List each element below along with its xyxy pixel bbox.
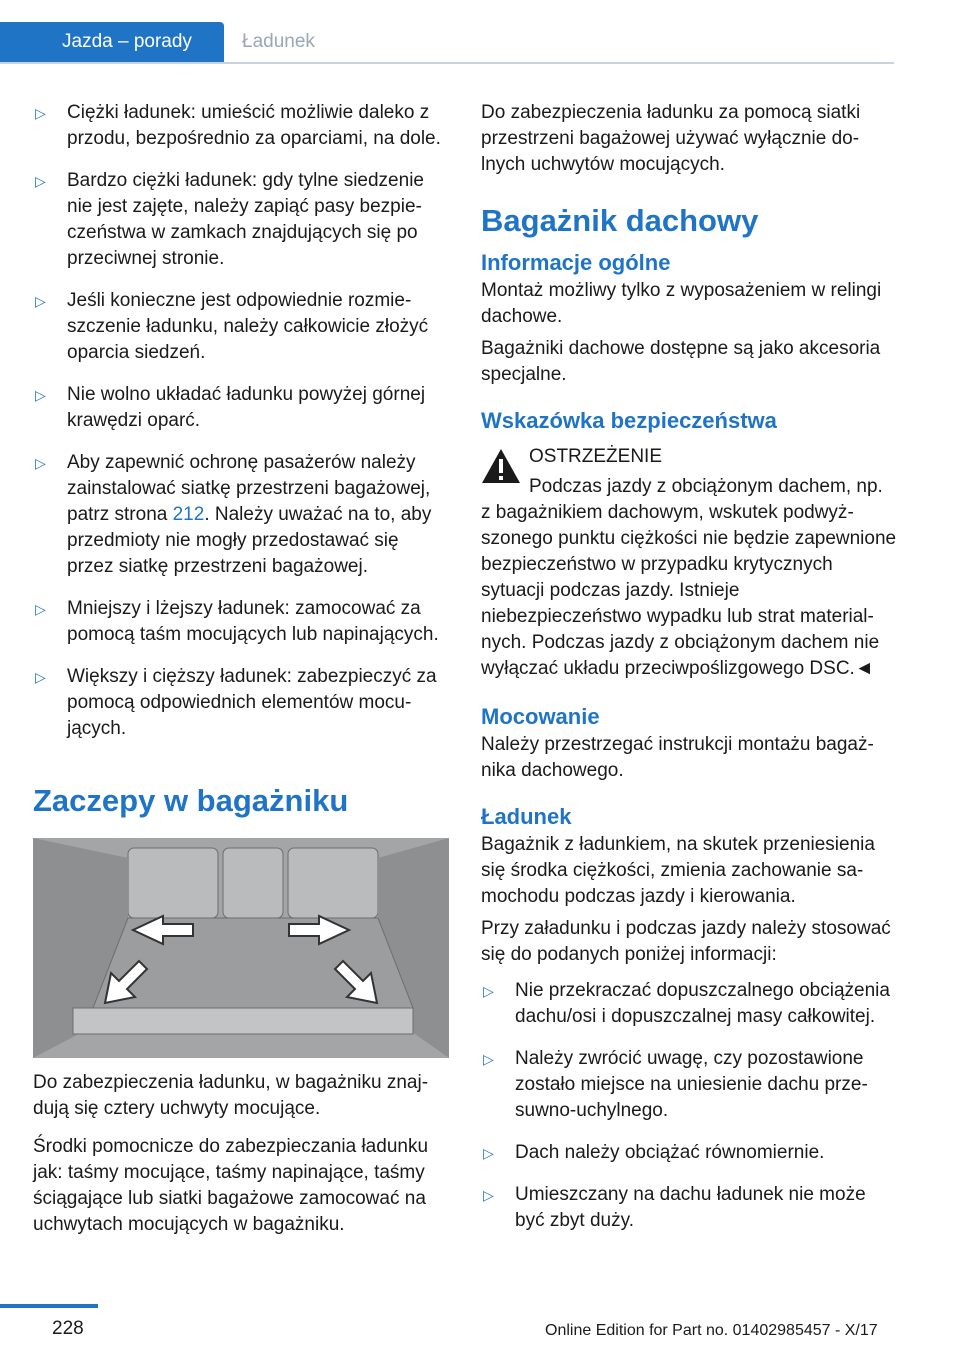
list-item: ▷ Bardzo ciężki ładunek: gdy tylne siedzenie nie jest zajęte, należy zapiąć pasy bezpieczeństwa w zamkach znajdujących się po przeciwnej stronie. (35, 170, 424, 269)
triangle-right-icon: ▷ (483, 983, 494, 999)
heading-roof-rack: Bagażnik dachowy (481, 203, 759, 238)
warning-title: OSTRZEŻENIE (529, 446, 663, 467)
roof-load-bullet-list (481, 978, 897, 1234)
triangle-right-icon: ▷ (35, 293, 46, 309)
heading-tie-downs: Zaczepy w bagażniku (33, 783, 349, 818)
section-title: Jazda – porady (62, 31, 192, 52)
list-item: ▷ Ciężki ładunek: umieścić możliwie daleko z przodu, bezpośrednio za oparciami, na dole. (35, 102, 441, 149)
subheading-load: Ładunek (481, 804, 572, 829)
warning-lead: Podczas jazdy z obciążonym dachem, np. (529, 476, 883, 497)
list-item: ▷ Mniejszy i lżejszy ładunek: zamocować za pomocą taśm mocujących lub napinających. (35, 598, 439, 645)
warning-triangle-icon (481, 448, 521, 484)
tie-down-paragraph-2: Środki pomocnicze do zabezpieczania ładunku jak: taśmy mocujące, taśmy napinające, taśmy ściągające lub siatki bagażowe zamocować na uchwytach mocujących w bagażniku. (33, 1136, 429, 1235)
right-column (481, 100, 897, 1250)
subsection-tab (224, 22, 894, 62)
triangle-right-icon: ▷ (35, 105, 46, 121)
warning-text: z bagażnikiem dachowym, wskutek podwyższonego punktu ciężkości nie będzie zapewnione bezpieczeństwo w przypadku krytycznych sytuacji podczas jazdy. Istnieje niebezpieczeństwo wypadku lub strat materialnych. Podczas jazdy z obciążonym dachem nie wyłączać układu przeciwpoślizgowego DSC.◄ (481, 502, 897, 679)
page-number-bar (0, 1304, 98, 1308)
subheading-safety: Wskazówka bezpieczeństwa (481, 408, 777, 433)
list-item: ▷ Nie przekraczać dopuszczalnego obciążenia dachu/osi i dopuszczalnej masy całkowitej. (483, 980, 890, 1027)
load-paragraph-1: Bagażnik z ładunkiem, na skutek przeniesienia się środka ciężkości, zmienia zachowanie samochodu podczas jazdy i kierowania. (481, 834, 875, 907)
load-paragraph-2: Przy załadunku i podczas jazdy należy stosować się do podanych poniżej informacji: (481, 918, 891, 965)
list-item: ▷ Umieszczany na dachu ładunek nie może być zbyt duży. (483, 1184, 866, 1231)
subsection-title: Ładunek (242, 31, 315, 52)
section-tab (0, 22, 224, 62)
mounting-paragraph: Należy przestrzegać instrukcji montażu bagażnika dachowego. (481, 734, 874, 781)
general-paragraph-1: Montaż możliwy tylko z wyposażeniem w relingi dachowe. (481, 280, 882, 327)
trunk-illustration (33, 838, 449, 1058)
net-paragraph: Do zabezpieczenia ładunku za pomocą siatki przestrzeni bagażowej używać wyłącznie dolnych uchwytów mocujących. (481, 102, 861, 175)
triangle-right-icon: ▷ (35, 669, 46, 685)
page-link[interactable]: 212 (172, 504, 205, 525)
tie-down-paragraph-1: Do zabezpieczenia ładunku, w bagażniku znajdują się cztery uchwyty mocujące. (33, 1072, 429, 1119)
list-item: ▷ Nie wolno układać ładunku powyżej górnej krawędzi oparć. (35, 384, 426, 431)
triangle-right-icon: ▷ (483, 1145, 494, 1161)
triangle-right-icon: ▷ (35, 455, 46, 471)
general-paragraph-2: Bagażniki dachowe dostępne są jako akcesoria specjalne. (481, 338, 881, 385)
list-item: ▷ Należy zwrócić uwagę, czy pozostawione zostało miejsce na uniesienie dachu przesuwno-uchylnego. (483, 1048, 868, 1121)
cargo-bullet-list (33, 100, 449, 742)
edition-note: Online Edition for Part no. 01402985457 - X/17 (545, 1322, 878, 1339)
page-number: 228 (52, 1318, 84, 1339)
list-item: ▷ Większy i cięższy ładunek: zabezpieczyć za pomocą odpowiednich elementów mocujących. (35, 666, 437, 739)
page-header (0, 0, 894, 64)
subheading-mounting: Mocowanie (481, 704, 600, 729)
triangle-right-icon: ▷ (35, 173, 46, 189)
triangle-right-icon: ▷ (35, 601, 46, 617)
subheading-general: Informacje ogólne (481, 250, 671, 275)
list-item: ▷ Jeśli konieczne jest odpowiednie rozmieszczenie ładunku, należy całkowicie złożyć oparcia siedzeń. (35, 290, 429, 363)
triangle-right-icon: ▷ (483, 1187, 494, 1203)
list-item: ▷ Dach należy obciążać równomiernie. (481, 1140, 897, 1166)
list-item: ▷ Aby zapewnić ochronę pasażerów należy zainstalować siatkę przestrzeni bagażowej, patrz strona 212. Należy uważać na to, aby przedmioty nie mogły przedostawać się przez siatkę przestrzeni bagażowej. (35, 452, 432, 577)
triangle-right-icon: ▷ (483, 1051, 494, 1067)
warning-block (481, 444, 897, 500)
left-column (33, 100, 449, 1250)
triangle-right-icon: ▷ (35, 387, 46, 403)
